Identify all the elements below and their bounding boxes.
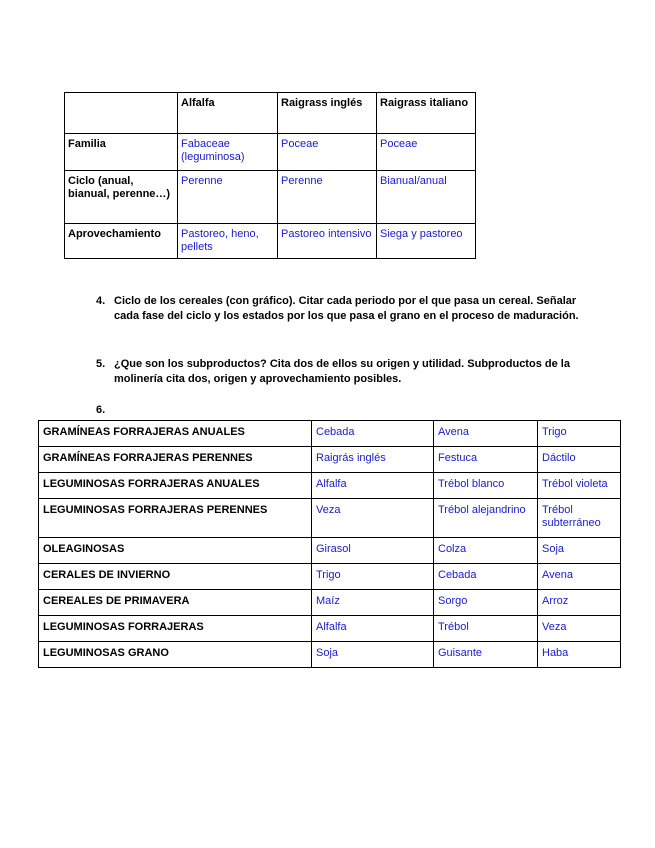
table-cell: Haba [538,642,621,668]
row-label: GRAMÍNEAS FORRAJERAS ANUALES [39,421,312,447]
table-cell: Perenne [278,171,377,224]
table-row [39,590,621,616]
row-label: GRAMÍNEAS FORRAJERAS PERENNES [39,447,312,473]
row-label: Familia [65,134,178,171]
table-row [39,447,621,473]
table-cell: Siega y pastoreo [377,224,476,259]
table-cell: Colza [434,538,538,564]
table-cell: Perenne [178,171,278,224]
table-cell: Guisante [434,642,538,668]
table-cell: Soja [312,642,434,668]
table-cell: Trébol alejandrino [434,499,538,538]
table-row [65,171,476,224]
crop-classification-table [38,420,621,668]
table-cell: Trigo [312,564,434,590]
table-cell: Arroz [538,590,621,616]
table-cell: Bianual/anual [377,171,476,224]
table-cell: Alfalfa [312,616,434,642]
table-row [39,564,621,590]
question-5 [96,357,586,387]
table-cell: Trébol [434,616,538,642]
row-label: OLEAGINOSAS [39,538,312,564]
table-cell: Pastoreo intensivo [278,224,377,259]
table-row [39,473,621,499]
row-label: CEREALES DE PRIMAVERA [39,590,312,616]
table-row [39,642,621,668]
question-number: 6. [96,404,106,416]
table-row [39,616,621,642]
row-label: Aprovechamiento [65,224,178,259]
table-cell: Veza [538,616,621,642]
table-cell: Poceae [377,134,476,171]
table-cell: Pastoreo, heno, pellets [178,224,278,259]
table-cell: Sorgo [434,590,538,616]
table-cell: Veza [312,499,434,538]
header-cell-empty [65,93,178,134]
table-cell: Avena [538,564,621,590]
table-row [39,538,621,564]
row-label: LEGUMINOSAS FORRAJERAS ANUALES [39,473,312,499]
row-label: Ciclo (anual, bianual, perenne…) [65,171,178,224]
question-text: ¿Que son los subproductos? Cita dos de ellos su origen y utilidad. Subproductos de la molinería cita dos, origen y aprovechamiento posibles. [114,358,570,385]
row-label: LEGUMINOSAS FORRAJERAS PERENNES [39,499,312,538]
header-cell-alfalfa: Alfalfa [178,93,278,134]
table-cell: Dáctilo [538,447,621,473]
header-cell-raigrass-italiano: Raigrass italiano [377,93,476,134]
question-4 [96,294,586,324]
row-label: LEGUMINOSAS GRANO [39,642,312,668]
table-cell: Girasol [312,538,434,564]
table-cell: Poceae [278,134,377,171]
table-row [39,421,621,447]
question-number: 5. [96,358,106,370]
table-cell: Avena [434,421,538,447]
table-cell: Soja [538,538,621,564]
table-row [39,499,621,538]
table-cell: Trébol subterráneo [538,499,621,538]
table-cell: Raigrás inglés [312,447,434,473]
table-cell: Cebada [312,421,434,447]
table-row [65,224,476,259]
table-cell: Cebada [434,564,538,590]
table-cell: Trébol violeta [538,473,621,499]
table-row [65,134,476,171]
table-cell: Fabaceae (leguminosa) [178,134,278,171]
table-header-row [65,93,476,134]
row-label: CERALES DE INVIERNO [39,564,312,590]
table-cell: Alfalfa [312,473,434,499]
table-cell: Trébol blanco [434,473,538,499]
row-label: LEGUMINOSAS FORRAJERAS [39,616,312,642]
question-number: 4. [96,295,106,307]
question-text: Ciclo de los cereales (con gráfico). Citar cada periodo por el que pasa un cereal. Señalar cada fase del ciclo y los estados por los que pasa el grano en el proceso de maduración. [114,295,579,322]
forage-comparison-table [64,92,476,259]
table-cell: Festuca [434,447,538,473]
table-cell: Maíz [312,590,434,616]
table-cell: Trigo [538,421,621,447]
header-cell-raigrass-ingles: Raigrass inglés [278,93,377,134]
